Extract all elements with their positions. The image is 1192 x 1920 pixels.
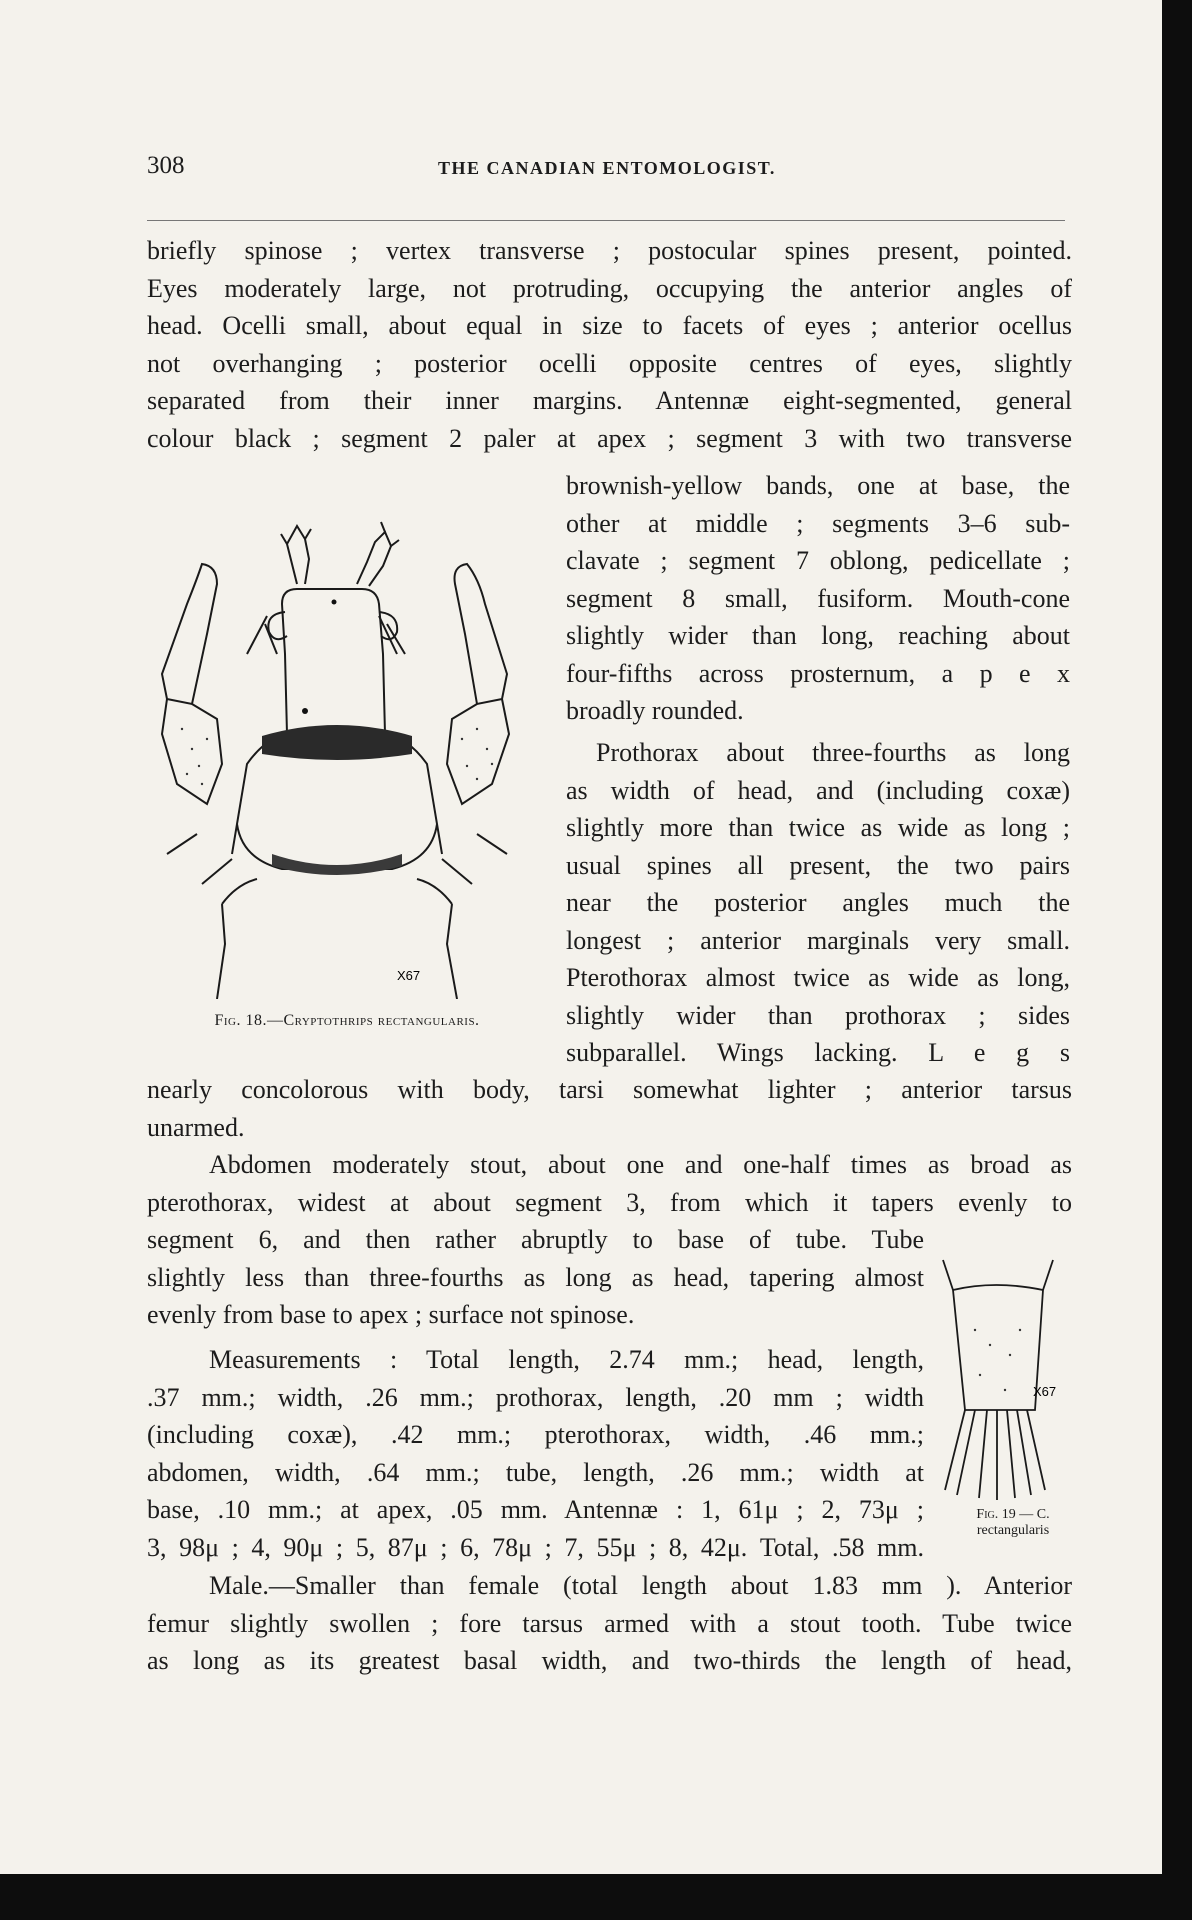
text-line: Measurements : Total length, 2.74 mm.; head, length, [209,1345,924,1374]
page-number: 308 [147,152,185,179]
paragraph-2-full [147,1071,1072,1146]
text-line: slightly wider than prothorax ; sides [566,1000,1070,1030]
text-line: usual spines all present, the two pairs [566,850,1070,880]
text-line: Eyes moderately large, not protruding, occupying the anterior angles of [147,273,1072,303]
figure-19-caption-line1: Fig. 19 — C. [976,1507,1050,1522]
text-line: pterothorax, widest at about segment 3, from which it tapers evenly to [147,1187,1072,1217]
figure-19-illustration [935,1250,1075,1505]
text-line: slightly wider than long, reaching about [566,621,1070,650]
running-title: THE CANADIAN ENTOMOLOGIST. [438,158,776,178]
text-line: brownish-yellow bands, one at base, the [566,471,1070,500]
text-line: slightly more than twice as wide as long ; [566,813,1070,842]
text-line: separated from their inner margins. Antennæ eight-segmented, general [147,386,1072,415]
figure-18-caption: Fig. 18.—Cryptothrips rectangularis. [214,1012,480,1029]
header-rule [147,220,1065,221]
figure-19-magnification: X67 [1033,1384,1057,1399]
text-line: (including coxæ), .42 mm.; pterothorax, width, .46 mm.; [147,1420,924,1449]
text-line: 3, 98μ ; 4, 90μ ; 5, 87μ ; 6, 78μ ; 7, 55μ ; 8, 42μ. Total, .58 mm. [147,1532,924,1562]
text-line: .37 mm.; width, .26 mm.; prothorax, length, .20 mm ; width [147,1382,924,1412]
text-line: broadly rounded. [566,696,744,725]
paragraph-1-narrow [566,467,1070,730]
text-line: not overhanging ; posterior ocelli opposite centres of eyes, slightly [147,348,1072,378]
paragraph-3-full [147,1146,1072,1221]
text-line: as long as its greatest basal width, and two-thirds the length of head, [147,1646,1072,1675]
text-line: slightly less than three-fourths as long as head, tapering almost [147,1262,924,1292]
text-line: abdomen, width, .64 mm.; tube, length, .26 mm.; width at [147,1457,924,1487]
paragraph-3-narrow [147,1221,924,1334]
text-line: longest ; anterior marginals very small. [566,925,1070,955]
text-line: as width of head, and (including coxæ) [566,775,1070,805]
text-line: Prothorax about three-fourths as long [596,738,1070,767]
scan-edge-bottom [0,1874,1192,1920]
paragraph-5 [147,1567,1072,1680]
text-line: Male.—Smaller than female (total length about 1.83 mm ). Anterior [209,1571,1072,1600]
text-line: briefly spinose ; vertex transverse ; postocular spines present, pointed. [147,236,1072,265]
figure-18 [147,504,547,1029]
text-line: four-fifths across prosternum, a p e x [566,658,1070,688]
figure-19-caption [943,1507,1083,1539]
figure-18-illustration [147,504,547,999]
text-line: Abdomen moderately stout, about one and one-half times as broad as [209,1150,1072,1179]
text-line: unarmed. [147,1112,245,1142]
text-line: base, .10 mm.; at apex, .05 mm. Antennæ : 1, 61μ ; 2, 73μ ; [147,1495,924,1524]
text-line: segment 8 small, fusiform. Mouth-cone [566,583,1070,613]
text-line: evenly from base to apex ; surface not spinose. [147,1300,635,1329]
text-line: clavate ; segment 7 oblong, pedicellate ; [566,546,1070,575]
paragraph-1-full [147,232,1072,457]
text-line: Pterothorax almost twice as wide as long, [566,963,1070,992]
text-line: femur slightly swollen ; fore tarsus armed with a stout tooth. Tube twice [147,1608,1072,1638]
text-line: segment 6, and then rather abruptly to base of tube. Tube [147,1225,924,1254]
text-line: colour black ; segment 2 paler at apex ; segment 3 with two transverse [147,423,1072,453]
figure-18-magnification: X67 [397,968,421,983]
text-line: other at middle ; segments 3–6 sub- [566,508,1070,538]
text-line: head. Ocelli small, about equal in size to facets of eyes ; anterior ocellus [147,311,1072,340]
paragraph-4 [147,1341,924,1566]
text-line: subparallel. Wings lacking. L e g s [566,1038,1070,1067]
scan-edge-right [1162,0,1192,1920]
figure-19-caption-line2: rectangularis [976,1523,1050,1538]
page-header [147,152,1067,192]
paragraph-2-narrow [566,734,1070,1072]
figure-19 [935,1250,1080,1538]
text-line: nearly concolorous with body, tarsi somewhat lighter ; anterior tarsus [147,1075,1072,1104]
text-line: near the posterior angles much the [566,888,1070,917]
